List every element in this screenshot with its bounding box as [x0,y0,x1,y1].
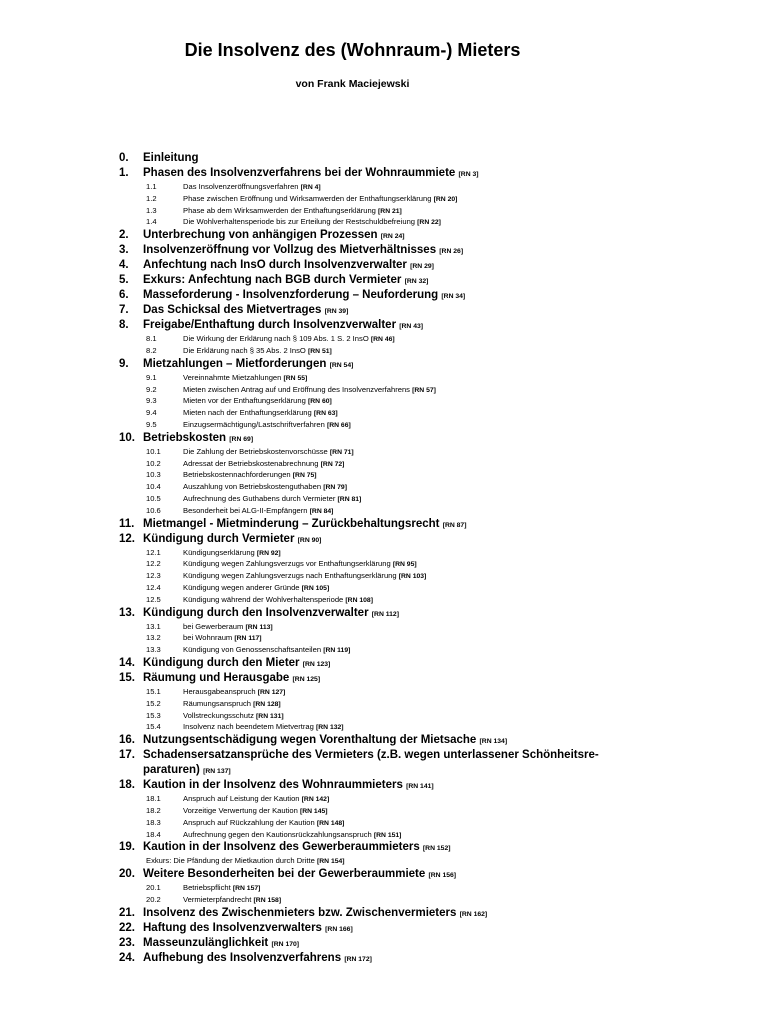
toc-number: 22. [119,921,135,934]
margin-number-ref: [RN 112] [371,610,399,618]
toc-number: 15.4 [146,722,161,732]
toc-number: 18.3 [146,817,161,827]
margin-number-ref: [RN 43] [399,323,424,331]
toc-number: 1.1 [146,182,157,191]
toc-title: Anfechtung nach InsO durch Insolvenzverwalter [143,259,407,272]
toc-number: 19. [119,841,135,854]
margin-number-ref: [RN 151] [373,831,402,839]
margin-number-ref: [RN 26] [439,248,464,256]
toc-number: 13.1 [146,621,161,631]
toc-title: Exkurs: Anfechtung nach BGB durch Vermieter [143,274,402,287]
margin-number-ref: [RN 72] [320,460,345,468]
margin-number-ref: [RN 119] [323,647,351,655]
margin-number-ref: [RN 55] [283,374,308,382]
margin-number-ref: [RN 21] [378,207,402,215]
margin-number-ref: [RN 148] [316,819,345,827]
toc-number: 10.4 [146,482,161,492]
toc-title: Nutzungsentschädigung wegen Vorenthaltung der Mietsache [143,734,477,747]
toc-title: Phase ab dem Wirksamwerden der Enthaftungserklärung [183,205,376,215]
toc-title: Kündigung durch den Insolvenzverwalter [143,606,369,619]
margin-number-ref: [RN 134] [479,738,508,746]
margin-number-ref: [RN 103] [398,573,427,581]
toc-number: 8.2 [146,346,157,355]
toc-number: 10. [119,431,135,444]
margin-number-ref: [RN 51] [307,348,332,355]
toc-number: 9.3 [146,396,157,406]
toc-title: Auszahlung von Betriebskostenguthaben [183,482,322,492]
toc-number: 15.1 [146,687,161,696]
toc-number: 9. [119,357,129,370]
margin-number-ref: [RN 39] [324,308,349,316]
toc-number: 10.3 [146,470,161,480]
margin-number-ref: [RN 132] [315,724,344,732]
margin-number-ref: [RN 71] [329,448,354,456]
margin-number-ref: [RN 125] [292,676,321,683]
toc-number: 12. [119,532,135,545]
toc-number: 9.2 [146,384,157,394]
toc-title: Kündigung während der Wohlverhaltensperiode [183,594,344,604]
toc-number: 1.3 [146,205,157,215]
toc-number: 10.5 [146,494,161,503]
margin-number-ref: [RN 123] [302,661,331,668]
toc-number: 20. [119,868,135,881]
toc-number: 18.4 [146,829,161,839]
toc-title: bei Gewerberaum [183,621,244,631]
toc-title: Masseforderung - Insolvenzforderung – Neuforderung [143,289,439,302]
margin-number-ref: [RN 152] [422,845,451,853]
margin-number-ref: [RN 105] [301,585,330,592]
toc-title: Kündigung wegen anderer Gründe [183,583,300,592]
toc-title: Kaution in der Insolvenz des Gewerberaummieters [143,841,420,854]
margin-number-ref: [RN 142] [301,796,330,804]
toc-number: 24. [119,951,135,964]
margin-number-ref: [RN 46] [370,336,395,344]
document-author: von Frank Maciejewski [295,78,410,90]
margin-number-ref: [RN 22] [417,219,441,227]
margin-number-ref: [RN 87] [442,521,467,529]
toc-title: Kaution in der Insolvenz des Wohnraummieters [143,779,403,792]
toc-number: 8. [119,319,129,332]
toc-number: 6. [119,289,129,302]
toc-number: 20.1 [146,883,161,893]
toc-number: 1. [119,167,129,179]
toc-title: Räumungsanspruch [183,698,251,708]
toc-title: Insolvenz des Zwischenmieters bzw. Zwischenvermieters [143,906,457,919]
toc-title: Mieten zwischen Antrag auf und Eröffnung des Insolvenzverfahrens [183,384,410,394]
toc-title: Mieten nach der Enthaftungserklärung [183,408,312,418]
margin-number-ref: [RN 154] [316,858,345,866]
toc-title: Betriebskostennachforderungen [183,470,291,480]
toc-title: Die Wirkung der Erklärung nach § 109 Abs. 1 S. 2 InsO [183,334,369,344]
margin-number-ref: [RN 34] [441,293,466,301]
toc-number: 9.4 [146,408,157,418]
toc-number: 10.6 [146,505,161,515]
toc-title: Mietzahlungen – Mietforderungen [143,357,327,370]
toc-number: 12.2 [146,559,161,569]
toc-number: 12.3 [146,571,161,581]
margin-number-ref: [RN 137] [203,768,231,776]
toc-number: 13.2 [146,633,161,643]
toc-title: Die Erklärung nach § 35 Abs. 2 InsO [183,346,306,355]
margin-number-ref: [RN 54] [329,361,354,369]
toc-number: 18.1 [146,794,161,804]
margin-number-ref: [RN 141] [406,783,434,791]
toc-title: Unterbrechung von anhängigen Prozessen [143,229,378,242]
toc-title: Anspruch auf Rückzahlung der Kaution [183,817,315,827]
toc-title: Phasen des Insolvenzverfahrens bei der Wohnraummiete [143,167,456,179]
toc-number: 2. [119,229,129,242]
toc-title: Vorzeitige Verwertung der Kaution [183,806,298,815]
margin-number-ref: [RN 90] [297,536,322,544]
margin-number-ref: [RN 75] [292,472,317,480]
toc-title: Phase zwischen Eröffnung und Wirksamwerden der Enthaftungserklärung [183,193,432,203]
toc-number: 14. [119,657,135,669]
toc-number: 5. [119,274,129,287]
toc-number: 8.1 [146,334,157,344]
margin-number-ref: [RN 32] [404,278,429,286]
margin-number-ref: [RN 128] [253,700,281,708]
margin-number-ref: [RN 127] [257,689,286,696]
toc-number: 12.4 [146,583,161,592]
margin-number-ref: [RN 95] [392,561,417,569]
margin-number-ref: [RN 81] [337,496,362,503]
toc-number: 17. [119,749,135,762]
toc-title: Betriebskosten [143,431,227,444]
toc-title: Aufrechnung gegen den Kautionsrückzahlungsanspruch [183,829,372,839]
margin-number-ref: [RN 24] [380,233,405,241]
toc-title: Vereinnahmte Mietzahlungen [183,372,282,382]
toc-title: Kündigung durch den Mieter [143,657,300,669]
toc-title: Mietmangel - Mietminderung – Zurückbehaltungsrecht [143,517,440,530]
margin-number-ref: [RN 69] [229,435,254,443]
toc-title: Einzugsermächtigung/Lastschriftverfahren [183,420,325,429]
toc-title: Aufrechnung des Guthabens durch Vermieter [183,494,336,503]
margin-number-ref: [RN 20] [433,195,458,203]
margin-number-ref: [RN 4] [300,184,321,191]
document-title: Die Insolvenz des (Wohnraum-) Mieters [184,40,521,60]
toc-title: Schadensersatzansprüche des Vermieters (z.B. wegen unterlassener Schönheitsre- [143,749,599,762]
toc-title: Das Insolvenzeröffnungsverfahren [183,182,299,191]
toc-number: 23. [119,936,135,949]
toc-title: Kündigung wegen Zahlungsverzugs nach Enthaftungserklärung [183,571,397,581]
toc-title: Freigabe/Enthaftung durch Insolvenzverwalter [143,319,397,332]
margin-number-ref: [RN 57] [412,386,436,394]
margin-number-ref: [RN 84] [309,507,334,515]
toc-title: Das Schicksal des Mietvertrages [143,304,322,317]
toc-number: 7. [119,304,129,317]
toc-number: 10.1 [146,446,161,456]
toc-title: Anspruch auf Leistung der Kaution [183,794,300,804]
toc-title: Insolvenz nach beendetem Mietvertrag [183,722,314,732]
margin-number-ref: [RN 156] [428,872,457,880]
toc-number: 16. [119,734,135,747]
toc-number: 21. [119,906,135,919]
margin-number-ref: [RN 172] [344,955,372,963]
toc-title: Räumung und Herausgabe [143,672,290,684]
toc-number: 9.5 [146,420,157,429]
toc-title: Masseunzulänglichkeit [143,936,269,949]
toc-title: Die Wohlverhaltensperiode bis zur Erteilung der Restschuldbefreiung [183,217,416,227]
toc-number: 11. [119,517,135,530]
margin-number-ref: [RN 131] [256,712,284,720]
toc-number: 18.2 [146,806,161,815]
margin-number-ref: [RN 113] [245,623,273,631]
toc-number: 10.2 [146,458,161,468]
margin-number-ref: [RN 79] [323,484,347,492]
margin-number-ref: [RN 162] [459,910,488,918]
margin-number-ref: [RN 158] [253,897,282,904]
toc-title: Mieten vor der Enthaftungserklärung [183,396,306,406]
toc-number: 9.1 [146,372,157,382]
toc-number: 3. [119,244,129,257]
toc-number: 12.5 [146,594,161,604]
margin-number-ref: [RN 29] [410,263,434,271]
margin-number-ref: [RN 166] [325,925,353,933]
margin-number-ref: [RN 157] [232,885,261,893]
toc-number: 20.2 [146,895,161,904]
toc-title: Kündigung wegen Zahlungsverzugs vor Enthaftungserklärung [183,559,391,569]
toc-title: Insolvenzeröffnung vor Vollzug des Mietverhältnisses [143,244,437,257]
toc-title: Kündigung durch Vermieter [143,532,295,545]
toc-title: Herausgabeanspruch [183,687,256,696]
toc-title: Weitere Besonderheiten bei der Gewerberaummiete [143,868,426,881]
toc-number: 0. [119,152,129,164]
toc-number: 15.2 [146,698,161,708]
toc-number: 1.2 [146,193,157,203]
toc-number: 13. [119,606,135,619]
toc-number: 4. [119,259,129,272]
margin-number-ref: [RN 108] [345,596,373,604]
toc-title: Vermieterpfandrecht [183,895,252,904]
margin-number-ref: [RN 63] [313,410,338,418]
toc-title: Exkurs: Die Pfändung der Mietkaution durch Dritte [146,856,315,866]
margin-number-ref: [RN 145] [299,808,328,815]
toc-title: Kündigung von Genossenschaftsanteilen [183,645,322,655]
margin-number-ref: [RN 60] [307,398,332,406]
margin-number-ref: [RN 92] [256,549,281,557]
margin-number-ref: [RN 117] [234,635,262,643]
toc-title: Adressat der Betriebskostenabrechnung [183,458,319,468]
toc-title: Die Zahlung der Betriebskostenvorschüsse [183,446,328,456]
toc-title: Betriebspflicht [183,883,231,893]
toc-title: Haftung des Insolvenzverwalters [143,921,322,934]
toc-number: 18. [119,779,135,792]
toc-title: bei Wohnraum [183,633,233,643]
toc-title: Aufhebung des Insolvenzverfahrens [143,951,342,964]
toc-number: 13.3 [146,645,161,655]
margin-number-ref: [RN 170] [271,940,300,948]
toc-number: 15.3 [146,710,161,720]
margin-number-ref: [RN 66] [326,422,351,429]
toc-title: Kündigungserklärung [183,547,255,557]
margin-number-ref: [RN 3] [458,171,479,178]
toc-number: 15. [119,672,135,684]
toc-title: Besonderheit bei ALG-II-Empfängern [183,505,308,515]
toc-title: paraturen) [143,764,200,777]
toc-title: Vollstreckungsschutz [183,710,254,720]
toc-number: 12.1 [146,547,161,557]
toc-number: 1.4 [146,217,157,227]
toc-title: Einleitung [143,152,199,164]
